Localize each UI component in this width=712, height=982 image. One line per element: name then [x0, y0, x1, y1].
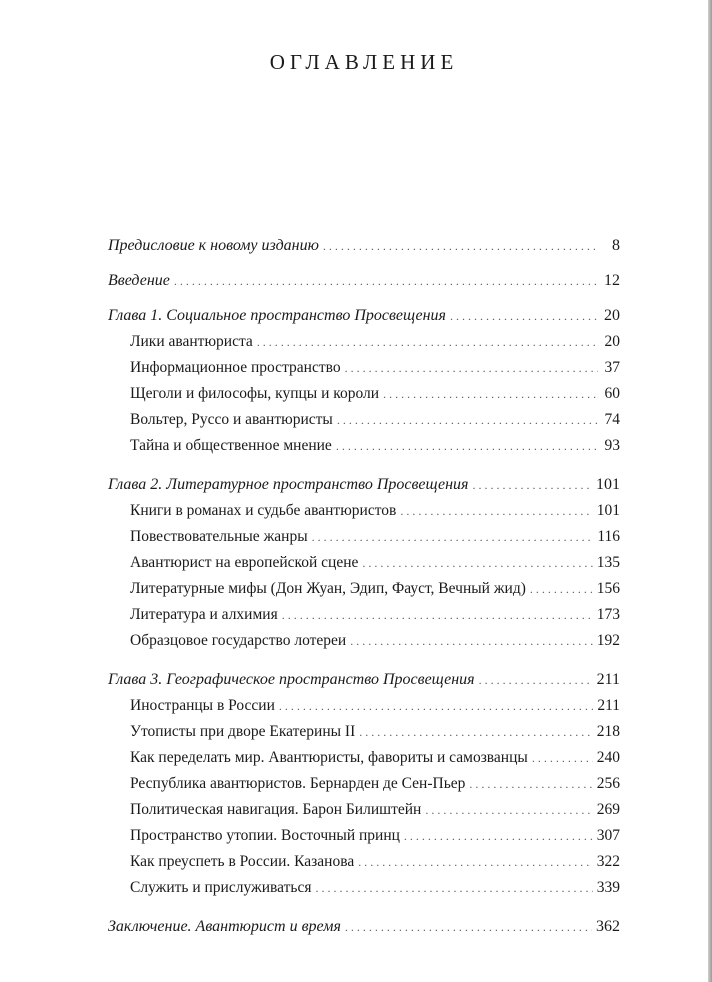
toc-entry-section[interactable]	[108, 381, 620, 407]
toc-leader-dots	[532, 745, 593, 771]
toc-entry-label: Книги в романах и судьбе авантюристов	[130, 502, 397, 519]
toc-page-number: 269	[596, 801, 620, 818]
toc-page-number: 362	[596, 918, 620, 935]
toc-entry-label: Глава 1. Социальное пространство Просвещения	[108, 307, 446, 324]
page-title: ОГЛАВЛЕНИЕ	[269, 50, 459, 74]
toc-leader-dots	[472, 472, 592, 498]
toc-leader-dots	[345, 355, 598, 381]
toc-leader-dots	[279, 693, 593, 719]
toc-entry-section[interactable]	[108, 771, 620, 797]
toc-entry-label: Авантюрист на европейской сцене	[130, 554, 359, 571]
toc-page-number: 218	[596, 723, 620, 740]
toc-page-number: 211	[596, 671, 620, 688]
toc-page-number: 93	[604, 437, 620, 454]
toc-page-number: 60	[604, 385, 620, 402]
toc-entry-label: Служить и прислуживаться	[130, 879, 312, 896]
toc-leader-dots	[400, 498, 592, 524]
toc-entry-label: Как переделать мир. Авантюристы, фавориты и самозванцы	[130, 749, 528, 766]
toc-leader-dots	[336, 433, 598, 459]
toc-page-number: 173	[596, 606, 620, 623]
toc-entry-label: Как преуспеть в России. Казанова	[130, 853, 355, 870]
toc-page-number: 156	[596, 580, 620, 597]
toc-entry-conclusion[interactable]	[108, 914, 620, 940]
toc-page-number: 8	[612, 237, 620, 254]
toc-entry-label: Утописты при дворе Екатерины II	[130, 723, 356, 740]
toc-leader-dots	[404, 823, 593, 849]
toc-entry-section[interactable]	[108, 745, 620, 771]
toc-page-number: 339	[596, 879, 620, 896]
table-of-contents	[108, 233, 620, 940]
toc-entry-section[interactable]	[108, 329, 620, 355]
toc-page-number: 135	[596, 554, 620, 571]
toc-page-number: 20	[604, 307, 620, 324]
toc-entry-label: Иностранцы в России	[130, 697, 275, 714]
toc-entry-section[interactable]	[108, 875, 620, 901]
toc-leader-dots	[345, 914, 592, 940]
toc-leader-dots	[425, 797, 592, 823]
toc-page-number: 101	[596, 502, 620, 519]
toc-entry-label: Лики авантюриста	[130, 333, 253, 350]
toc-entry-section[interactable]	[108, 823, 620, 849]
toc-entry-label: Литература и алхимия	[130, 606, 278, 623]
toc-entry-label: Литературные мифы (Дон Жуан, Эдип, Фауст, Вечный жид)	[130, 580, 526, 597]
toc-entry-introduction[interactable]	[108, 268, 620, 294]
toc-entry-label: Глава 2. Литературное пространство Просвещения	[108, 476, 469, 493]
toc-page-number: 12	[604, 272, 620, 289]
toc-page-number: 116	[597, 528, 620, 545]
toc-entry-preface[interactable]	[108, 233, 620, 259]
toc-entry-label: Политическая навигация. Барон Билиштейн	[130, 801, 422, 818]
toc-entry-section[interactable]	[108, 849, 620, 875]
toc-entry-label: Введение	[108, 272, 170, 289]
toc-entry-label: Республика авантюристов. Бернарден де Сен-Пьер	[130, 775, 466, 792]
toc-entry-section[interactable]	[108, 524, 620, 550]
toc-leader-dots	[337, 407, 598, 433]
page-edge	[708, 0, 712, 982]
toc-page-number: 192	[596, 632, 620, 649]
toc-leader-dots	[469, 771, 592, 797]
toc-entry-label: Щеголи и философы, купцы и короли	[130, 385, 380, 402]
toc-leader-dots	[530, 576, 593, 602]
toc-entry-section[interactable]	[108, 628, 620, 654]
toc-leader-dots	[359, 719, 593, 745]
toc-entry-label: Повествовательные жанры	[130, 528, 308, 545]
toc-page-number: 101	[596, 476, 620, 493]
toc-leader-dots	[282, 602, 593, 628]
toc-leader-dots	[450, 303, 598, 329]
toc-entry-chapter-1[interactable]	[108, 303, 620, 329]
toc-entry-chapter-3[interactable]	[108, 667, 620, 693]
toc-entry-section[interactable]	[108, 797, 620, 823]
toc-leader-dots	[479, 667, 593, 693]
toc-page-number: 20	[604, 333, 620, 350]
toc-entry-label: Вольтер, Руссо и авантюристы	[130, 411, 333, 428]
toc-entry-section[interactable]	[108, 693, 620, 719]
toc-entry-label: Образцовое государство лотереи	[130, 632, 347, 649]
toc-entry-label: Глава 3. Географическое пространство Просвещения	[108, 671, 475, 688]
toc-leader-dots	[315, 875, 592, 901]
toc-leader-dots	[358, 849, 593, 875]
toc-page-number: 74	[604, 411, 620, 428]
toc-entry-section[interactable]	[108, 433, 620, 459]
toc-leader-dots	[362, 550, 592, 576]
toc-page-number: 211	[597, 697, 620, 714]
toc-leader-dots	[312, 524, 594, 550]
toc-leader-dots	[383, 381, 598, 407]
toc-entry-section[interactable]	[108, 498, 620, 524]
toc-entry-label: Информационное пространство	[130, 359, 341, 376]
toc-entry-label: Тайна и общественное мнение	[130, 437, 332, 454]
toc-entry-section[interactable]	[108, 602, 620, 628]
toc-entry-chapter-2[interactable]	[108, 472, 620, 498]
toc-entry-label: Заключение. Авантюрист и время	[108, 918, 341, 935]
toc-entry-label: Пространство утопии. Восточный принц	[130, 827, 400, 844]
toc-leader-dots	[174, 268, 598, 294]
toc-page-number: 37	[604, 359, 620, 376]
toc-entry-section[interactable]	[108, 576, 620, 602]
toc-entry-label: Предисловие к новому изданию	[108, 237, 319, 254]
toc-page-number: 240	[596, 749, 620, 766]
toc-page-number: 256	[596, 775, 620, 792]
toc-leader-dots	[350, 628, 593, 654]
toc-entry-section[interactable]	[108, 550, 620, 576]
toc-entry-section[interactable]	[108, 719, 620, 745]
toc-page-number: 322	[596, 853, 620, 870]
toc-entry-section[interactable]	[108, 355, 620, 381]
toc-page-number: 307	[596, 827, 620, 844]
toc-leader-dots	[257, 329, 598, 355]
toc-leader-dots	[323, 233, 598, 259]
toc-entry-section[interactable]	[108, 407, 620, 433]
